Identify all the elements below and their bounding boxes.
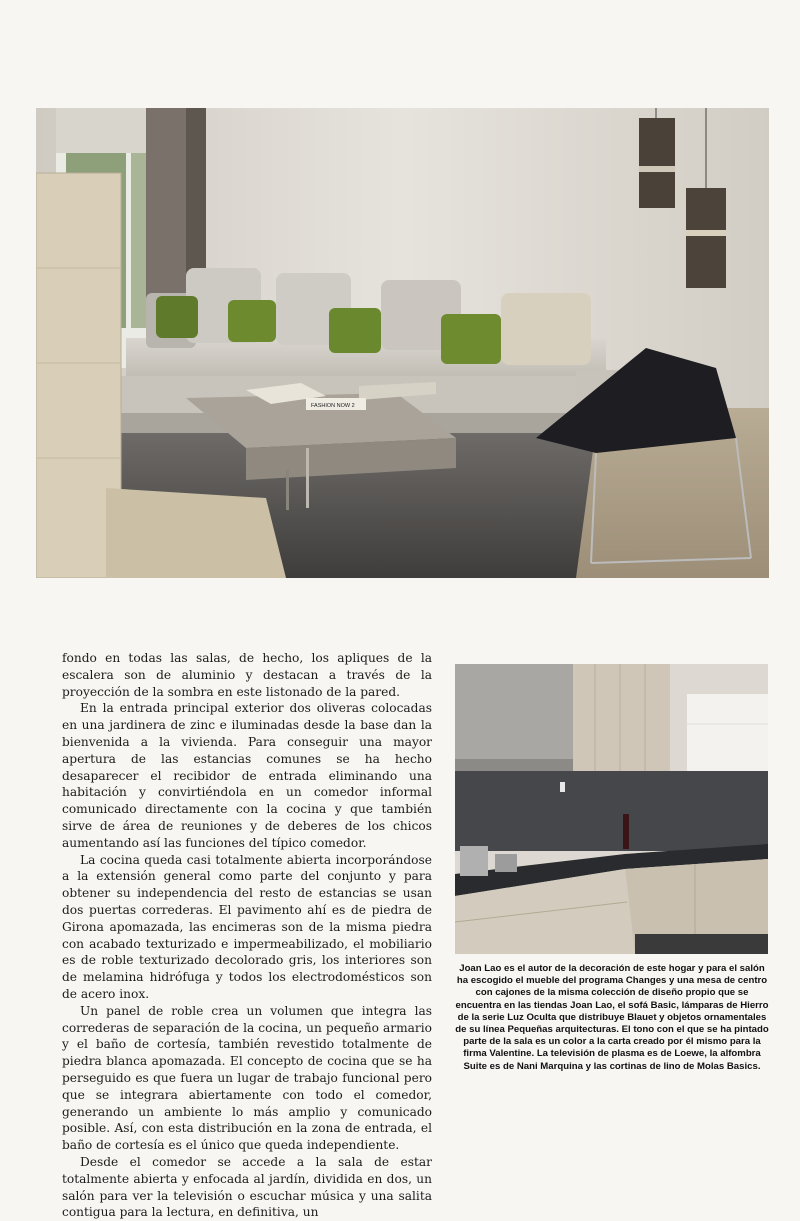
- article-paragraph: Desde el comedor se accede a la sala de estar totalmente abierta y enfocada al jardín, dividida en dos, un salón para ver la televisión o escuchar música y una salita contigua para la lectura, en definitiva, un: [62, 1154, 432, 1220]
- kitchen-photo: [455, 664, 768, 954]
- article-paragraph: Un panel de roble crea un volumen que integra las correderas de separación de la cocina, un pequeño armario y el baño de cortesía, también revestido totalmente de piedra blanca apomazada. El concepto de cocina que se ha perseguido es que fuera un lugar de trabajo funcional pero que se integrara abiertamente con todo el comedor, generando un ambiente lo más amplio y comunicado posible. Así, con esta distribución en la zona de entrada, el baño de cortesía es el único que queda independiente.: [62, 1003, 432, 1153]
- book-label: FASHION NOW 2: [311, 403, 355, 409]
- living-room-illustration: [36, 108, 769, 578]
- living-room-photo: [36, 108, 769, 578]
- article-paragraph: En la entrada principal exterior dos oliveras colocadas en una jardinera de zinc e iluminadas desde la base dan la bienvenida a la vivienda. Para conseguir una mayor apertura de las estancias comunes se ha hecho desaparecer el recibidor de entrada eliminando una habitación y convirtiéndola en un comedor informal comunicado directamente con la cocina y que también sirve de área de reuniones y de deberes de los chicos aumentando así las funciones del típico comedor.: [62, 701, 432, 850]
- article-body: [62, 650, 432, 1221]
- kitchen-illustration: [455, 664, 768, 954]
- article-paragraph: La cocina queda casi totalmente abierta incorporándose a la extensión general como parte del conjunto y para obtener su independencia del resto de estancias se usan dos puertas correderas. El pavimento ahí es de piedra de Girona apomazada, las encimeras son de la misma piedra con acabado texturizado e impermeabilizado, el mobiliario es de roble texturizado decolorado gris, los interiores son de melamina hidrófuga y todos los electrodomésticos son de acero inox.: [62, 852, 432, 1001]
- photo-caption: Joan Lao es el autor de la decoración de este hogar y para el salón ha escogido el mueble del programa Changes y una mesa de centro con cajones de la misma colección de diseño propio que se encuentra en las tiendas Joan Lao, el sofá Basic, lámparas de Hierro de la serie Luz Oculta que distribuye Blauet y objetos ornamentales de su línea Pequeñas arquitecturas. El tono con el que se ha pintado parte de la sala es un color a la carta creado por él mismo para la firma Valentine. La televisión de plasma es de Loewe, la alfombra Suite es de Nani Marquina y las cortinas de lino de Molas Basics.: [455, 963, 769, 1072]
- article-paragraph: fondo en todas las salas, de hecho, los apliques de la escalera son de aluminio y destacan a través de la proyección de la sombra en este listonado de la pared.: [62, 651, 432, 699]
